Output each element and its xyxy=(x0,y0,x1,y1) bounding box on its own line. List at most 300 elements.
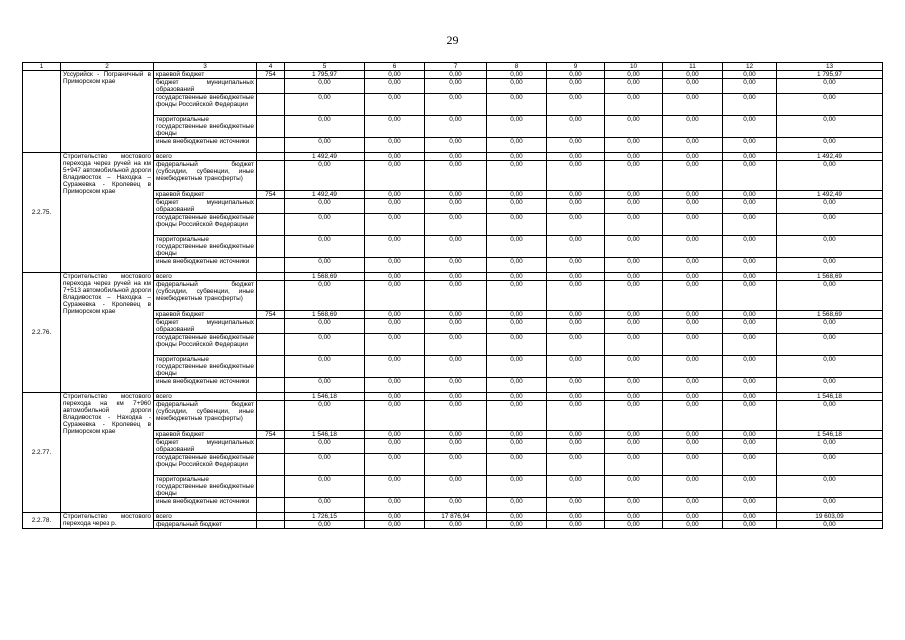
year-value: 0,00 xyxy=(605,378,663,393)
funding-source: краевой бюджет xyxy=(154,311,257,319)
year-value: 0,00 xyxy=(663,138,723,153)
year-value: 0,00 xyxy=(487,258,547,273)
year-value: 0,00 xyxy=(663,476,723,498)
funding-source: краевой бюджет xyxy=(154,431,257,439)
funding-source: бюджет муниципальных образований xyxy=(154,79,257,94)
total-value: 0,00 xyxy=(777,79,883,94)
year-value: 0,00 xyxy=(547,236,605,258)
column-header: 5 xyxy=(285,63,365,71)
column-header: 13 xyxy=(777,63,883,71)
year-value: 0,00 xyxy=(723,273,777,281)
total-value: 0,00 xyxy=(777,236,883,258)
item-number xyxy=(23,71,61,153)
year-value: 0,00 xyxy=(425,393,487,401)
year-value: 0,00 xyxy=(487,454,547,476)
year-value: 0,00 xyxy=(365,94,425,116)
funding-source: территориальные государственные внебюджетные фонды xyxy=(154,116,257,138)
year-value: 0,00 xyxy=(425,116,487,138)
year-value: 0,00 xyxy=(605,311,663,319)
total-value: 0,00 xyxy=(777,356,883,378)
year-value: 0,00 xyxy=(663,153,723,161)
budget-code xyxy=(257,161,285,191)
year-value: 0,00 xyxy=(723,258,777,273)
year-value: 0,00 xyxy=(487,94,547,116)
year-value: 0,00 xyxy=(663,319,723,334)
total-value: 0,00 xyxy=(777,214,883,236)
project-name: Строительство мостового перехода на км 7+960 автомобильной дороги Владивосток - Находка - Суражевка - Кролевец в Приморском крае xyxy=(61,393,154,513)
year-value: 0,00 xyxy=(487,71,547,79)
year-value: 0,00 xyxy=(605,393,663,401)
year-value: 0,00 xyxy=(547,273,605,281)
year-value: 0,00 xyxy=(365,513,425,521)
funding-source: бюджет муниципальных образований xyxy=(154,319,257,334)
year-value: 0,00 xyxy=(365,79,425,94)
year-value: 0,00 xyxy=(663,273,723,281)
year-value: 0,00 xyxy=(425,431,487,439)
year-value: 0,00 xyxy=(663,236,723,258)
year-value: 0,00 xyxy=(285,116,365,138)
year-value: 0,00 xyxy=(285,199,365,214)
year-value: 0,00 xyxy=(605,94,663,116)
budget-code: 754 xyxy=(257,431,285,439)
year-value: 0,00 xyxy=(487,393,547,401)
budget-code xyxy=(257,334,285,356)
year-value: 0,00 xyxy=(365,319,425,334)
year-value: 1 568,69 xyxy=(285,273,365,281)
year-value: 0,00 xyxy=(285,439,365,454)
year-value: 0,00 xyxy=(487,378,547,393)
year-value: 0,00 xyxy=(487,273,547,281)
year-value: 0,00 xyxy=(365,439,425,454)
year-value: 0,00 xyxy=(425,71,487,79)
year-value: 0,00 xyxy=(723,521,777,529)
year-value: 0,00 xyxy=(547,116,605,138)
total-value: 0,00 xyxy=(777,476,883,498)
table-row xyxy=(23,71,883,79)
budget-code xyxy=(257,236,285,258)
funding-source: иные внебюджетные источники xyxy=(154,498,257,513)
year-value: 0,00 xyxy=(605,454,663,476)
year-value: 0,00 xyxy=(663,393,723,401)
year-value: 0,00 xyxy=(285,79,365,94)
year-value: 0,00 xyxy=(605,273,663,281)
year-value: 0,00 xyxy=(663,356,723,378)
year-value: 0,00 xyxy=(547,311,605,319)
funding-source: всего xyxy=(154,153,257,161)
page-number: 29 xyxy=(446,33,459,47)
budget-code xyxy=(257,498,285,513)
year-value: 1 492,49 xyxy=(285,191,365,199)
total-value: 0,00 xyxy=(777,161,883,191)
total-value: 0,00 xyxy=(777,281,883,311)
column-header: 7 xyxy=(425,63,487,71)
year-value: 0,00 xyxy=(605,116,663,138)
budget-code xyxy=(257,393,285,401)
total-value: 0,00 xyxy=(777,334,883,356)
year-value: 0,00 xyxy=(547,378,605,393)
year-value: 0,00 xyxy=(547,513,605,521)
year-value: 0,00 xyxy=(487,79,547,94)
year-value: 0,00 xyxy=(365,356,425,378)
budget-code xyxy=(257,521,285,529)
table-row xyxy=(23,393,883,401)
year-value: 0,00 xyxy=(285,236,365,258)
total-value: 19 603,09 xyxy=(777,513,883,521)
year-value: 0,00 xyxy=(723,281,777,311)
year-value: 0,00 xyxy=(285,356,365,378)
year-value: 0,00 xyxy=(547,71,605,79)
funding-source: бюджет муниципальных образований xyxy=(154,199,257,214)
year-value: 0,00 xyxy=(487,431,547,439)
budget-code xyxy=(257,401,285,431)
year-value: 0,00 xyxy=(547,161,605,191)
year-value: 0,00 xyxy=(723,439,777,454)
year-value: 0,00 xyxy=(487,401,547,431)
column-header: 11 xyxy=(663,63,723,71)
year-value: 0,00 xyxy=(663,401,723,431)
item-number: 2.2.77. xyxy=(23,393,61,513)
year-value: 0,00 xyxy=(663,116,723,138)
year-value: 1 546,18 xyxy=(285,393,365,401)
year-value: 0,00 xyxy=(605,439,663,454)
year-value: 0,00 xyxy=(723,311,777,319)
funding-source: государственные внебюджетные фонды Российской Федерации xyxy=(154,334,257,356)
year-value: 0,00 xyxy=(425,199,487,214)
funding-source: краевой бюджет xyxy=(154,71,257,79)
year-value: 0,00 xyxy=(663,161,723,191)
project-name: Строительство мостового перехода через ручей на км 5+947 автомобильной дороги Владивосток – Находка – Суражевка - Кролевец в Приморском крае xyxy=(61,153,154,273)
year-value: 0,00 xyxy=(605,214,663,236)
year-value: 0,00 xyxy=(723,199,777,214)
year-value: 0,00 xyxy=(663,94,723,116)
year-value: 0,00 xyxy=(425,439,487,454)
year-value: 0,00 xyxy=(425,378,487,393)
year-value: 0,00 xyxy=(723,161,777,191)
year-value: 0,00 xyxy=(285,94,365,116)
column-header: 8 xyxy=(487,63,547,71)
year-value: 0,00 xyxy=(487,334,547,356)
year-value: 0,00 xyxy=(487,476,547,498)
budget-code xyxy=(257,214,285,236)
year-value: 0,00 xyxy=(605,521,663,529)
funding-source: всего xyxy=(154,393,257,401)
year-value: 0,00 xyxy=(547,356,605,378)
funding-source: территориальные государственные внебюджетные фонды xyxy=(154,356,257,378)
year-value: 0,00 xyxy=(487,513,547,521)
budget-code xyxy=(257,439,285,454)
year-value: 0,00 xyxy=(425,401,487,431)
year-value: 0,00 xyxy=(365,393,425,401)
year-value: 0,00 xyxy=(487,161,547,191)
year-value: 0,00 xyxy=(425,191,487,199)
year-value: 0,00 xyxy=(723,476,777,498)
column-header: 2 xyxy=(61,63,154,71)
year-value: 0,00 xyxy=(425,273,487,281)
year-value: 0,00 xyxy=(425,236,487,258)
year-value: 0,00 xyxy=(365,116,425,138)
year-value: 0,00 xyxy=(487,138,547,153)
year-value: 1 795,97 xyxy=(285,71,365,79)
total-value: 1 546,18 xyxy=(777,393,883,401)
year-value: 0,00 xyxy=(425,521,487,529)
year-value: 0,00 xyxy=(723,356,777,378)
year-value: 0,00 xyxy=(425,214,487,236)
year-value: 0,00 xyxy=(605,138,663,153)
year-value: 0,00 xyxy=(285,476,365,498)
year-value: 0,00 xyxy=(547,319,605,334)
year-value: 0,00 xyxy=(663,199,723,214)
year-value: 0,00 xyxy=(487,498,547,513)
item-number: 2.2.76. xyxy=(23,273,61,393)
item-number: 2.2.75. xyxy=(23,153,61,273)
year-value: 0,00 xyxy=(487,311,547,319)
budget-code xyxy=(257,153,285,161)
year-value: 0,00 xyxy=(487,153,547,161)
year-value: 0,00 xyxy=(547,334,605,356)
year-value: 0,00 xyxy=(605,356,663,378)
year-value: 0,00 xyxy=(365,334,425,356)
total-value: 1 568,69 xyxy=(777,273,883,281)
year-value: 0,00 xyxy=(425,281,487,311)
total-value: 0,00 xyxy=(777,378,883,393)
column-header: 12 xyxy=(723,63,777,71)
year-value: 0,00 xyxy=(365,521,425,529)
year-value: 0,00 xyxy=(365,498,425,513)
budget-code xyxy=(257,94,285,116)
total-value: 1 568,69 xyxy=(777,311,883,319)
year-value: 0,00 xyxy=(547,214,605,236)
year-value: 0,00 xyxy=(425,476,487,498)
budget-code xyxy=(257,476,285,498)
year-value: 0,00 xyxy=(547,393,605,401)
year-value: 0,00 xyxy=(723,393,777,401)
year-value: 0,00 xyxy=(285,281,365,311)
funding-source: всего xyxy=(154,513,257,521)
year-value: 0,00 xyxy=(425,334,487,356)
table-row xyxy=(23,513,883,521)
budget-code: 754 xyxy=(257,191,285,199)
budget-code xyxy=(257,281,285,311)
project-name: Строительство мостового перехода через ручей на км 7+513 автомобильной дороги Владивосток – Находка – Суражевка - Кролевец в Приморском крае xyxy=(61,273,154,393)
year-value: 0,00 xyxy=(663,334,723,356)
budget-code: 754 xyxy=(257,71,285,79)
year-value: 0,00 xyxy=(663,439,723,454)
year-value: 0,00 xyxy=(365,273,425,281)
year-value: 0,00 xyxy=(487,356,547,378)
year-value: 0,00 xyxy=(605,161,663,191)
year-value: 0,00 xyxy=(723,498,777,513)
funding-source: всего xyxy=(154,273,257,281)
year-value: 0,00 xyxy=(663,71,723,79)
year-value: 0,00 xyxy=(663,454,723,476)
total-value: 0,00 xyxy=(777,498,883,513)
year-value: 0,00 xyxy=(547,476,605,498)
funding-source: федеральный бюджет xyxy=(154,521,257,529)
year-value: 0,00 xyxy=(605,236,663,258)
total-value: 0,00 xyxy=(777,319,883,334)
project-name: Уссурийск - Пограничный в Приморском крае xyxy=(61,71,154,153)
year-value: 0,00 xyxy=(547,79,605,94)
year-value: 0,00 xyxy=(663,258,723,273)
year-value: 0,00 xyxy=(547,439,605,454)
year-value: 0,00 xyxy=(425,454,487,476)
year-value: 0,00 xyxy=(663,378,723,393)
year-value: 0,00 xyxy=(487,214,547,236)
budget-code xyxy=(257,273,285,281)
year-value: 0,00 xyxy=(425,94,487,116)
year-value: 0,00 xyxy=(663,513,723,521)
year-value: 0,00 xyxy=(487,319,547,334)
budget-code xyxy=(257,79,285,94)
funding-source: федеральный бюджет (субсидии, субвенции, иные межбюджетные трансферты) xyxy=(154,401,257,431)
year-value: 0,00 xyxy=(487,199,547,214)
year-value: 0,00 xyxy=(723,71,777,79)
column-header: 10 xyxy=(605,63,663,71)
year-value: 1 492,49 xyxy=(285,153,365,161)
column-header: 6 xyxy=(365,63,425,71)
year-value: 0,00 xyxy=(723,153,777,161)
year-value: 0,00 xyxy=(285,214,365,236)
year-value: 0,00 xyxy=(425,319,487,334)
year-value: 1 726,15 xyxy=(285,513,365,521)
budget-code xyxy=(257,378,285,393)
year-value: 0,00 xyxy=(723,378,777,393)
year-value: 0,00 xyxy=(425,138,487,153)
column-header: 9 xyxy=(547,63,605,71)
budget-code: 754 xyxy=(257,311,285,319)
total-value: 0,00 xyxy=(777,94,883,116)
year-value: 0,00 xyxy=(365,401,425,431)
total-value: 0,00 xyxy=(777,199,883,214)
year-value: 0,00 xyxy=(723,431,777,439)
year-value: 0,00 xyxy=(605,431,663,439)
year-value: 0,00 xyxy=(487,236,547,258)
total-value: 1 492,49 xyxy=(777,153,883,161)
year-value: 0,00 xyxy=(605,401,663,431)
total-value: 0,00 xyxy=(777,401,883,431)
total-value: 0,00 xyxy=(777,138,883,153)
year-value: 0,00 xyxy=(605,281,663,311)
total-value: 0,00 xyxy=(777,521,883,529)
year-value: 0,00 xyxy=(425,498,487,513)
year-value: 0,00 xyxy=(425,311,487,319)
total-value: 1 492,49 xyxy=(777,191,883,199)
year-value: 0,00 xyxy=(365,454,425,476)
year-value: 0,00 xyxy=(663,281,723,311)
budget-table xyxy=(22,62,883,529)
year-value: 0,00 xyxy=(365,71,425,79)
funding-source: государственные внебюджетные фонды Российской Федерации xyxy=(154,94,257,116)
year-value: 0,00 xyxy=(365,153,425,161)
year-value: 0,00 xyxy=(365,258,425,273)
year-value: 0,00 xyxy=(663,431,723,439)
year-value: 0,00 xyxy=(285,319,365,334)
funding-source: территориальные государственные внебюджетные фонды xyxy=(154,476,257,498)
year-value: 0,00 xyxy=(425,258,487,273)
year-value: 0,00 xyxy=(487,521,547,529)
funding-source: государственные внебюджетные фонды Российской Федерации xyxy=(154,214,257,236)
year-value: 0,00 xyxy=(723,319,777,334)
year-value: 0,00 xyxy=(547,454,605,476)
budget-code xyxy=(257,356,285,378)
budget-code xyxy=(257,199,285,214)
year-value: 0,00 xyxy=(365,199,425,214)
year-value: 0,00 xyxy=(487,116,547,138)
year-value: 0,00 xyxy=(663,498,723,513)
year-value: 0,00 xyxy=(425,356,487,378)
year-value: 0,00 xyxy=(723,334,777,356)
year-value: 0,00 xyxy=(723,116,777,138)
year-value: 0,00 xyxy=(487,439,547,454)
year-value: 0,00 xyxy=(547,498,605,513)
year-value: 0,00 xyxy=(663,214,723,236)
year-value: 0,00 xyxy=(605,191,663,199)
year-value: 0,00 xyxy=(365,191,425,199)
year-value: 0,00 xyxy=(723,236,777,258)
year-value: 0,00 xyxy=(487,191,547,199)
year-value: 0,00 xyxy=(425,153,487,161)
total-value: 1 546,18 xyxy=(777,431,883,439)
table-row xyxy=(23,273,883,281)
project-name: Строительство мостового перехода через р. xyxy=(61,513,154,529)
funding-source: краевой бюджет xyxy=(154,191,257,199)
funding-source: федеральный бюджет (субсидии, субвенции, иные межбюджетные трансферты) xyxy=(154,161,257,191)
year-value: 0,00 xyxy=(723,191,777,199)
year-value: 0,00 xyxy=(487,281,547,311)
year-value: 0,00 xyxy=(285,498,365,513)
year-value: 0,00 xyxy=(285,454,365,476)
year-value: 0,00 xyxy=(547,258,605,273)
funding-source: государственные внебюджетные фонды Российской Федерации xyxy=(154,454,257,476)
budget-code xyxy=(257,319,285,334)
item-number: 2.2.78. xyxy=(23,513,61,529)
column-header: 4 xyxy=(257,63,285,71)
funding-source: федеральный бюджет (субсидии, субвенции, иные межбюджетные трансферты) xyxy=(154,281,257,311)
year-value: 0,00 xyxy=(605,153,663,161)
column-header: 1 xyxy=(23,63,61,71)
year-value: 0,00 xyxy=(547,401,605,431)
year-value: 0,00 xyxy=(723,79,777,94)
year-value: 0,00 xyxy=(723,214,777,236)
year-value: 0,00 xyxy=(365,476,425,498)
year-value: 0,00 xyxy=(663,521,723,529)
total-value: 0,00 xyxy=(777,258,883,273)
funding-source: бюджет муниципальных образований xyxy=(154,439,257,454)
budget-code xyxy=(257,116,285,138)
year-value: 0,00 xyxy=(285,138,365,153)
year-value: 0,00 xyxy=(285,521,365,529)
year-value: 0,00 xyxy=(663,311,723,319)
year-value: 0,00 xyxy=(285,378,365,393)
year-value: 0,00 xyxy=(723,94,777,116)
year-value: 0,00 xyxy=(723,138,777,153)
funding-source: территориальные государственные внебюджетные фонды xyxy=(154,236,257,258)
year-value: 0,00 xyxy=(365,161,425,191)
year-value: 0,00 xyxy=(663,191,723,199)
year-value: 0,00 xyxy=(365,431,425,439)
year-value: 0,00 xyxy=(285,334,365,356)
year-value: 0,00 xyxy=(547,191,605,199)
total-value: 1 795,97 xyxy=(777,71,883,79)
year-value: 0,00 xyxy=(605,513,663,521)
year-value: 0,00 xyxy=(605,498,663,513)
year-value: 0,00 xyxy=(285,258,365,273)
year-value: 0,00 xyxy=(365,281,425,311)
column-header: 3 xyxy=(154,63,257,71)
year-value: 0,00 xyxy=(723,513,777,521)
year-value: 0,00 xyxy=(723,401,777,431)
year-value: 0,00 xyxy=(605,199,663,214)
